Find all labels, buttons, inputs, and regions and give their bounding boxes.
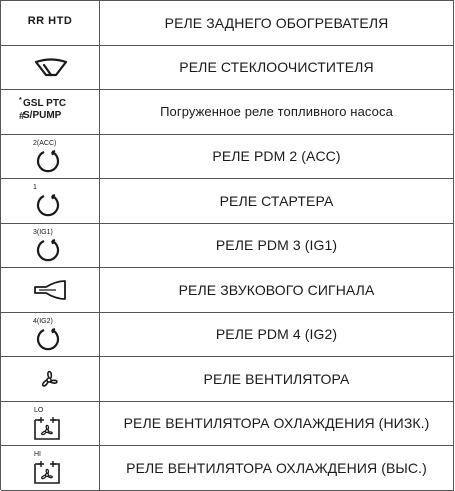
icon-cell: * # GSL PTC S/PUMP xyxy=(1,90,100,134)
icon-cell: 1 xyxy=(1,179,100,223)
icon-cell: HI xyxy=(1,446,100,490)
fuel-pump-abbr: GSL PTC S/PUMP xyxy=(23,98,67,121)
icon-cell: 3(IG1) xyxy=(1,224,100,268)
table-row xyxy=(1,179,454,224)
relay-label: РЕЛЕ PDM 2 (ACC) xyxy=(100,135,454,179)
ignition-key-icon xyxy=(35,148,61,174)
table-row xyxy=(1,402,454,447)
relay-label: РЕЛЕ ВЕНТИЛЯТОРА ОХЛАЖДЕНИЯ (ВЫС.) xyxy=(100,446,454,490)
table-row xyxy=(1,313,454,358)
rear-heater-abbr: RR HTD xyxy=(27,15,73,27)
fan-icon xyxy=(37,368,61,392)
icon-cell: 2(ACC) xyxy=(1,135,100,179)
table-row xyxy=(1,446,454,491)
relay-label: РЕЛЕ СТЕКЛООЧИСТИТЕЛЯ xyxy=(100,46,454,90)
cooling-fan-icon xyxy=(33,417,61,441)
icon-cell xyxy=(1,1,100,45)
icon-cell xyxy=(1,46,100,90)
ignition-key-icon xyxy=(35,237,61,263)
table-row xyxy=(1,135,454,180)
cooling-fan-icon xyxy=(33,461,61,485)
horn-icon xyxy=(32,279,68,301)
relay-label: РЕЛЕ СТАРТЕРА xyxy=(100,179,454,223)
ignition-key-icon xyxy=(35,192,61,218)
icon-cell: LO xyxy=(1,402,100,446)
relay-label: РЕЛЕ ВЕНТИЛЯТОРА ОХЛАЖДЕНИЯ (НИЗК.) xyxy=(100,402,454,446)
ignition-key-icon xyxy=(35,326,61,352)
table-row xyxy=(1,268,454,313)
icon-cell: 4(IG2) xyxy=(1,313,100,357)
table-row xyxy=(1,224,454,269)
relay-label: РЕЛЕ ЗАДНЕГО ОБОГРЕВАТЕЛЯ xyxy=(100,1,454,45)
table-row xyxy=(1,46,454,91)
icon-cell xyxy=(1,268,100,312)
icon-cell xyxy=(1,357,100,401)
relay-label: Погруженное реле топливного насоса xyxy=(100,90,454,134)
relay-label: РЕЛЕ ВЕНТИЛЯТОРА xyxy=(100,357,454,401)
table-row xyxy=(1,357,454,402)
relay-label: РЕЛЕ PDM 3 (IG1) xyxy=(100,224,454,268)
table-row xyxy=(1,1,454,46)
wiper-icon xyxy=(34,58,68,78)
relay-label: РЕЛЕ PDM 4 (IG2) xyxy=(100,313,454,357)
table-row xyxy=(1,90,454,135)
relay-label: РЕЛЕ ЗВУКОВОГО СИГНАЛА xyxy=(100,268,454,312)
